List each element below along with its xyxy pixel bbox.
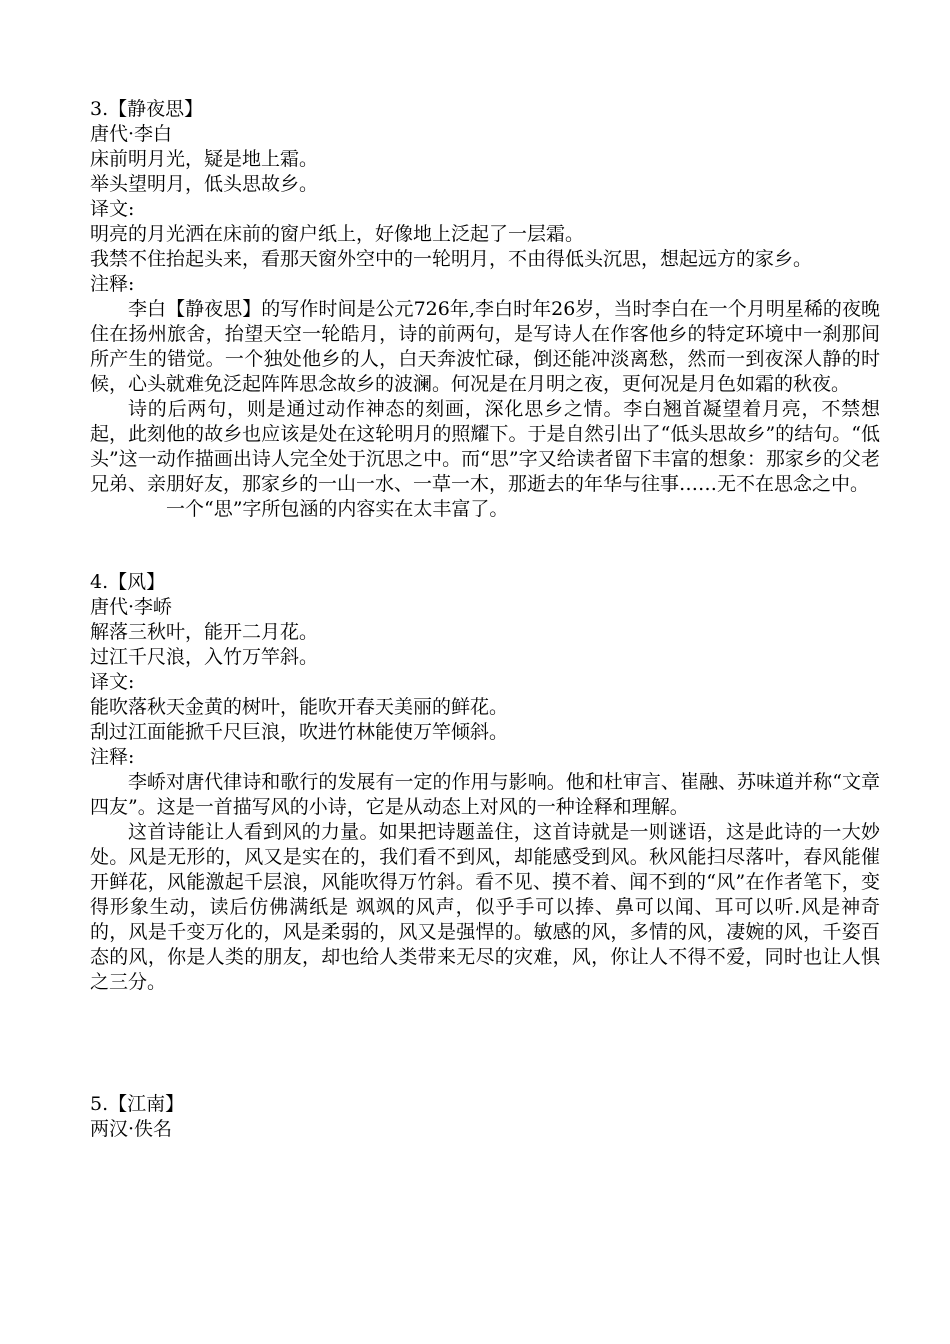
translation-label: 译文: [90,198,135,220]
translation-text: 我禁不住抬起头来，看那天窗外空中的一轮明月，不由得低头沉思，想起远方的家乡。 [90,248,813,270]
translation-text: 刮过江面能掀千尺巨浪，吹进竹林能使万竿倾斜。 [90,721,509,743]
translation-label: 译文: [90,671,135,693]
poem-3-section [90,97,880,522]
notes-paragraph: 诗的后两句，则是通过动作神态的刻画，深化思乡之情。李白翘首凝望着月亮，不禁想起，此刻他的故乡也应该是处在这轮明月的照耀下。于是自然引出了“低头思故乡”的结句。“低头”这一动作描画出诗人完全处于沉思之中。而“思”字又给读者留下丰富的想象：那家乡的父老兄弟、亲朋好友，那家乡的一山一水、一草一木，那逝去的年华与往事……无不在思念之中。 [90,398,880,495]
poem-5-section [90,1092,880,1142]
notes-paragraph: 这首诗能让人看到风的力量。如果把诗题盖住，这首诗就是一则谜语，这是此诗的一大妙处。风是无形的，风又是实在的，我们看不到风，却能感受到风。秋风能扫尽落叶，春风能催开鲜花，风能激起千层浪，风能吹得万竹斜。看不见、摸不着、闻不到的“风”在作者笔下，变得形象生动，读后仿佛满纸是 飒飒的风声，似乎手可以捧、鼻可以闻、耳可以听.风是神奇的，风是千变万化的，风是柔弱的，风又是强悍的。敏感的风，多情的风，凄婉的风，千姿百态的风，你是人类的朋友，却也给人类带来无尽的灾难，风，你让人不得不爱，同时也让人惧之三分。 [90,821,880,993]
notes-label: 注释: [90,273,135,295]
notes-paragraph: 李峤对唐代律诗和歌行的发展有一定的作用与影响。他和杜审言、崔融、苏味道并称“文章四友”。这是一首描写风的小诗，它是从动态上对风的一种诠释和理解。 [90,771,880,818]
poem-line: 举头望明月，低头思故乡。 [90,173,319,195]
notes-paragraph: 一个“思”字所包涵的内容实在太丰富了。 [166,498,509,520]
section-spacer [90,522,880,570]
poem-line: 过江千尺浪，入竹万竿斜。 [90,646,319,668]
poem-line: 解落三秋叶，能开二月花。 [90,621,319,643]
notes-paragraph: 李白【静夜思】的写作时间是公元726年,李白时年26岁，当时李白在一个月明星稀的夜晚住在扬州旅舍，抬望天空一轮皓月，诗的前两句，是写诗人在作客他乡的特定环境中一刹那间所产生的错觉。一个独处他乡的人，白天奔波忙碌，倒还能冲淡离愁，然而一到夜深人静的时候，心头就难免泛起阵阵思念故乡的波澜。何况是在月明之夜，更何况是月色如霜的秋夜。 [90,298,880,395]
section-spacer [90,995,880,1092]
poem-title: 5.【江南】 [90,1093,185,1115]
poem-title: 3.【静夜思】 [90,98,204,120]
translation-text: 明亮的月光洒在床前的窗户纸上，好像地上泛起了一层霜。 [90,223,585,245]
translation-text: 能吹落秋天金黄的树叶，能吹开春天美丽的鲜花。 [90,696,509,718]
poem-author: 唐代·李峤 [90,596,173,618]
poem-title: 4.【风】 [90,571,166,593]
poem-line: 床前明月光，疑是地上霜。 [90,148,319,170]
poem-author: 唐代·李白 [90,123,173,145]
poem-author: 两汉·佚名 [90,1118,173,1140]
notes-label: 注释: [90,746,135,768]
document-page [90,97,880,1142]
poem-4-section [90,570,880,995]
